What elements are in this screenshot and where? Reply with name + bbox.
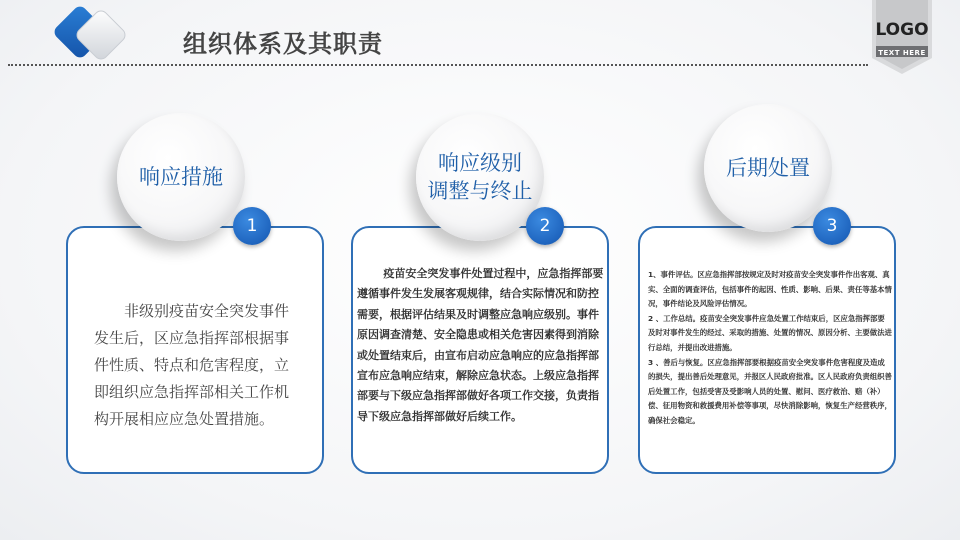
number-badge: 1 bbox=[233, 207, 271, 245]
card-paragraph: 1、事件评估。区应急指挥部按规定及时对疫苗安全突发事件作出客观、真实、全面的调查评估，包括事件的起因、性质、影响、后果、责任等基本情况，事件结论及风险评估情况。 bbox=[648, 270, 892, 309]
card-heading bbox=[428, 149, 533, 205]
logo-badge bbox=[872, 0, 932, 74]
card-level-adjustment bbox=[351, 226, 609, 474]
card-body bbox=[648, 268, 892, 429]
card-body: 疫苗安全突发事件处置过程中，应急指挥部要遵循事件发生发展客观规律，结合实际情况和防控需要，根据评估结果及时调整应急响应级别。事件原因调查清楚、安全隐患或相关危害因素得到消除或处置结束后，由宣布启动应急响应的应急指挥部宣布应急响应结束，解除应急状态。上级应急指挥部要与下级应急指挥部做好各项工作交接，负责指导下级应急指挥部做好后续工作。 bbox=[357, 267, 604, 423]
header-divider bbox=[8, 64, 868, 66]
card-paragraph: 2 、工作总结。疫苗安全突发事件应急处置工作结束后，区应急指挥部要及时对事件发生的经过、采取的措施、处置的情况、原因分析、主要做法进行总结，并提出改进措施。 bbox=[648, 313, 892, 352]
page-title: 组织体系及其职责 bbox=[183, 30, 383, 58]
card-aftermath bbox=[638, 226, 896, 474]
card-response-measures bbox=[66, 226, 324, 474]
number-badge: 3 bbox=[813, 207, 851, 245]
card-heading-line: 调整与终止 bbox=[427, 179, 533, 203]
card-heading-line: 响应级别 bbox=[438, 151, 522, 175]
logo-text: LOGO bbox=[875, 20, 929, 40]
card-heading: 后期处置 bbox=[726, 156, 810, 180]
heading-circle bbox=[416, 113, 544, 241]
heading-circle bbox=[704, 104, 832, 232]
card-body: 非级别疫苗安全突发事件发生后，区应急指挥部根据事件性质、特点和危害程度，立即组织应急指挥部相关工作机构开展相应应急处置措施。 bbox=[94, 302, 290, 428]
number-badge: 2 bbox=[526, 207, 564, 245]
card-heading: 响应措施 bbox=[139, 165, 223, 189]
card-paragraph: 3 、善后与恢复。区应急指挥部要根据疫苗安全突发事件危害程度及造成的损失，提出善后处理意见，并报区人民政府批准。区人民政府负责组织善后处置工作，包括受害及受影响人员的处置、慰问、医疗救治、赔（补）偿、征用物资和救援费用补偿等事项，尽快消除影响，恢复生产经营秩序，确保社会稳定。 bbox=[648, 357, 892, 425]
logo-subtext: TEXT HERE bbox=[878, 49, 926, 57]
brand-diamond-icon bbox=[52, 6, 142, 66]
heading-circle bbox=[117, 113, 245, 241]
